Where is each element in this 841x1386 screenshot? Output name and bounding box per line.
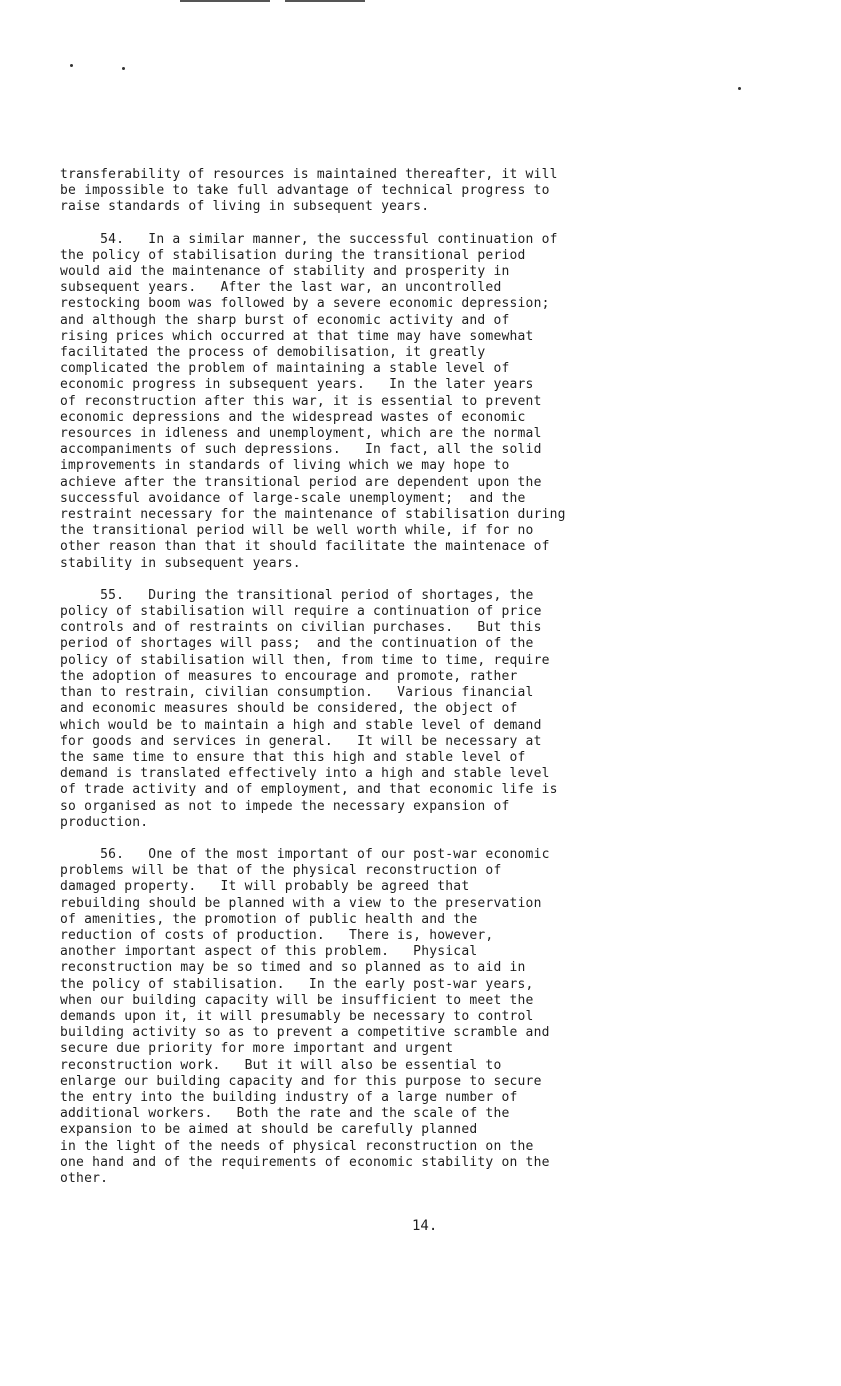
- text-line: economic progress in subsequent years. In the later years: [60, 377, 534, 393]
- text-line: reduction of costs of production. There is, however,: [60, 927, 494, 943]
- text-line: another important aspect of this problem. Physical: [60, 944, 478, 960]
- text-line: 54. In a similar manner, the successful continuation of: [60, 231, 558, 247]
- text-line: rebuilding should be planned with a view to the preservation: [60, 895, 542, 911]
- paragraph: [60, 847, 700, 1187]
- text-line: and economic measures should be considered, the object of: [60, 701, 518, 717]
- text-line: production.: [60, 814, 149, 830]
- text-line: policy of stabilisation will then, from time to time, require: [60, 652, 550, 668]
- text-line: the entry into the building industry of a large number of: [60, 1089, 518, 1105]
- text-line: which would be to maintain a high and stable level of demand: [60, 717, 542, 733]
- text-line: the adoption of measures to encourage and promote, rather: [60, 668, 518, 684]
- text-line: secure due priority for more important and urgent: [60, 1041, 454, 1057]
- text-line: period of shortages will pass; and the continuation of the: [60, 636, 534, 652]
- top-border-mark: [285, 0, 365, 2]
- text-line: the policy of stabilisation during the transitional period: [60, 247, 526, 263]
- text-line: damaged property. It will probably be agreed that: [60, 879, 470, 895]
- text-line: the same time to ensure that this high and stable level of: [60, 749, 526, 765]
- text-line: of trade activity and of employment, and that economic life is: [60, 782, 558, 798]
- text-line: would aid the maintenance of stability and prosperity in: [60, 264, 510, 280]
- text-line: for goods and services in general. It will be necessary at: [60, 733, 542, 749]
- text-line: controls and of restraints on civilian purchases. But this: [60, 620, 542, 636]
- text-line: reconstruction may be so timed and so planned as to aid in: [60, 960, 526, 976]
- text-line: achieve after the transitional period are dependent upon the: [60, 474, 542, 490]
- text-line: complicated the problem of maintaining a stable level of: [60, 361, 510, 377]
- text-line: of amenities, the promotion of public health and the: [60, 911, 478, 927]
- paragraph: [60, 588, 700, 831]
- text-line: transferability of resources is maintained thereafter, it will: [60, 167, 558, 182]
- text-line: resources in idleness and unemployment, which are the normal: [60, 426, 542, 442]
- paragraph: [60, 167, 700, 216]
- text-line: and although the sharp burst of economic activity and of: [60, 312, 510, 328]
- text-line: improvements in standards of living which we may hope to: [60, 458, 510, 474]
- text-line: economic depressions and the widespread wastes of economic: [60, 409, 526, 425]
- text-line: successful avoidance of large-scale unemployment; and the: [60, 490, 526, 506]
- text-line: so organised as not to impede the necessary expansion of: [60, 798, 510, 814]
- text-line: accompaniments of such depressions. In fact, all the solid: [60, 442, 542, 458]
- text-line: stability in subsequent years.: [60, 555, 301, 571]
- document-body: [60, 167, 700, 1187]
- scan-speck: [122, 67, 125, 70]
- text-line: be impossible to take full advantage of technical progress to: [60, 183, 550, 199]
- text-line: in the light of the needs of physical reconstruction on the: [60, 1138, 534, 1154]
- text-line: demands upon it, it will presumably be necessary to control: [60, 1008, 534, 1024]
- page-number: 14.: [412, 1218, 438, 1234]
- text-line: subsequent years. After the last war, an uncontrolled: [60, 280, 502, 296]
- text-line: additional workers. Both the rate and the scale of the: [60, 1106, 510, 1122]
- text-line: facilitated the process of demobilisation, it greatly: [60, 345, 486, 361]
- scan-speck: [738, 87, 741, 90]
- text-line: policy of stabilisation will require a continuation of price: [60, 604, 542, 620]
- text-line: other reason than that it should facilitate the maintenace of: [60, 539, 550, 555]
- text-line: problems will be that of the physical reconstruction of: [60, 863, 502, 879]
- text-line: reconstruction work. But it will also be essential to: [60, 1057, 502, 1073]
- text-line: the policy of stabilisation. In the early post-war years,: [60, 976, 534, 992]
- text-line: 56. One of the most important of our post-war economic: [60, 846, 550, 862]
- text-line: demand is translated effectively into a high and stable level: [60, 766, 550, 782]
- text-line: one hand and of the requirements of economic stability on the: [60, 1154, 550, 1170]
- text-line: the transitional period will be well worth while, if for no: [60, 523, 534, 539]
- text-line: other.: [60, 1170, 109, 1186]
- text-line: rising prices which occurred at that time may have somewhat: [60, 328, 534, 344]
- text-line: restocking boom was followed by a severe economic depression;: [60, 296, 550, 312]
- text-line: than to restrain, civilian consumption. Various financial: [60, 685, 534, 701]
- text-line: 55. During the transitional period of shortages, the: [60, 587, 534, 603]
- text-line: building activity so as to prevent a competitive scramble and: [60, 1025, 550, 1041]
- scan-speck: [70, 64, 73, 67]
- text-line: expansion to be aimed at should be carefully planned: [60, 1122, 478, 1138]
- top-border-mark: [180, 0, 270, 2]
- text-line: restraint necessary for the maintenance of stabilisation during: [60, 507, 566, 523]
- text-line: of reconstruction after this war, it is essential to prevent: [60, 393, 542, 409]
- text-line: enlarge our building capacity and for this purpose to secure: [60, 1073, 542, 1089]
- paragraph: [60, 232, 700, 572]
- text-line: when our building capacity will be insufficient to meet the: [60, 992, 534, 1008]
- text-line: raise standards of living in subsequent years.: [60, 199, 430, 215]
